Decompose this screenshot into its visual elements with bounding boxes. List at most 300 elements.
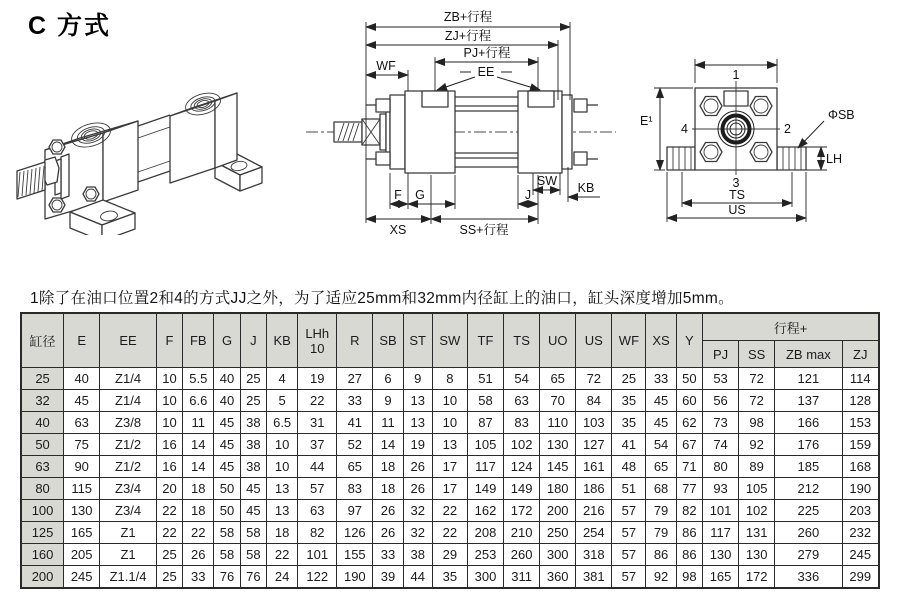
dimension-cell: 83 bbox=[337, 478, 373, 500]
dimension-cell: 38 bbox=[240, 456, 266, 478]
dimension-cell: 40 bbox=[214, 368, 240, 390]
table-row bbox=[21, 368, 879, 390]
dimension-cell: 75 bbox=[64, 434, 100, 456]
column-header-stroke-group: 行程+ bbox=[703, 313, 880, 341]
dimension-cell: 40 bbox=[214, 390, 240, 412]
dimension-cell: Z3/4 bbox=[100, 478, 157, 500]
dimension-cell: 245 bbox=[842, 544, 879, 566]
dimension-cell: 50 bbox=[676, 368, 702, 390]
table-row bbox=[21, 544, 879, 566]
row-header-bore: 80 bbox=[21, 478, 64, 500]
dimension-cell: 37 bbox=[298, 434, 337, 456]
dimension-cell: 25 bbox=[156, 566, 182, 589]
dimension-cell: Z1 bbox=[100, 522, 157, 544]
dimension-cell: 166 bbox=[775, 412, 842, 434]
dimension-cell: 17 bbox=[432, 478, 467, 500]
dimension-cell: 45 bbox=[214, 412, 240, 434]
dimension-cell: 72 bbox=[739, 390, 775, 412]
dimension-cell: 149 bbox=[504, 478, 540, 500]
dimension-cell: 45 bbox=[214, 456, 240, 478]
dimension-cell: 41 bbox=[612, 434, 646, 456]
dimension-cell: 31 bbox=[298, 412, 337, 434]
dimension-cell: 5 bbox=[267, 390, 298, 412]
column-header: XS bbox=[646, 313, 676, 368]
page-title: C 方式 bbox=[28, 12, 112, 40]
dimension-cell: 51 bbox=[467, 368, 503, 390]
table-row bbox=[21, 412, 879, 434]
dimension-cell: 172 bbox=[504, 500, 540, 522]
column-header: SW bbox=[432, 313, 467, 368]
dimension-cell: 35 bbox=[612, 390, 646, 412]
dimension-cell: 26 bbox=[373, 500, 403, 522]
dim-label-us: US bbox=[728, 203, 746, 217]
dimension-cell: 27 bbox=[337, 368, 373, 390]
dimension-cell: 76 bbox=[240, 566, 266, 589]
dimension-cell: 381 bbox=[576, 566, 612, 589]
dimension-cell: 79 bbox=[646, 500, 676, 522]
dimension-cell: 254 bbox=[576, 522, 612, 544]
dimension-cell: 74 bbox=[703, 434, 739, 456]
dimension-cell: 53 bbox=[703, 368, 739, 390]
dimension-cell: 77 bbox=[676, 478, 702, 500]
dimension-cell: 131 bbox=[739, 522, 775, 544]
column-header: Y bbox=[676, 313, 702, 368]
dimension-cell: 6.6 bbox=[183, 390, 214, 412]
dimension-cell: 72 bbox=[576, 368, 612, 390]
dimension-table bbox=[20, 312, 880, 589]
row-header-bore: 50 bbox=[21, 434, 64, 456]
row-header-bore: 25 bbox=[21, 368, 64, 390]
dimension-cell: 13 bbox=[267, 478, 298, 500]
dimension-cell: 161 bbox=[576, 456, 612, 478]
dimension-cell: 40 bbox=[64, 368, 100, 390]
column-header: KB bbox=[267, 313, 298, 368]
dimension-cell: Z1/2 bbox=[100, 434, 157, 456]
dimension-cell: 44 bbox=[403, 566, 432, 589]
dimension-cell: 98 bbox=[676, 566, 702, 589]
dimension-cell: 18 bbox=[183, 478, 214, 500]
dimension-cell: 45 bbox=[214, 434, 240, 456]
dimension-cell: 300 bbox=[467, 566, 503, 589]
dimension-cell: 90 bbox=[64, 456, 100, 478]
dimension-cell: 260 bbox=[775, 522, 842, 544]
dimension-cell: 19 bbox=[403, 434, 432, 456]
dimension-cell: 58 bbox=[214, 522, 240, 544]
dimension-table-header bbox=[21, 313, 879, 368]
row-header-bore: 100 bbox=[21, 500, 64, 522]
dimension-cell: 22 bbox=[298, 390, 337, 412]
column-header: LHh 10 bbox=[298, 313, 337, 368]
dimension-cell: 22 bbox=[432, 522, 467, 544]
dim-label-sb: ΦSB bbox=[828, 108, 855, 122]
dimension-cell: 80 bbox=[703, 456, 739, 478]
dimension-cell: 71 bbox=[676, 456, 702, 478]
dimension-cell: 57 bbox=[612, 500, 646, 522]
row-header-bore: 160 bbox=[21, 544, 64, 566]
dim-label-zj: ZJ+行程 bbox=[444, 29, 492, 43]
dimension-cell: Z3/4 bbox=[100, 500, 157, 522]
dimension-cell: 58 bbox=[240, 544, 266, 566]
dimension-cell: 50 bbox=[214, 478, 240, 500]
dimension-cell: 63 bbox=[504, 390, 540, 412]
dimension-cell: 22 bbox=[156, 500, 182, 522]
dimension-cell: 87 bbox=[467, 412, 503, 434]
dimension-cell: 102 bbox=[739, 500, 775, 522]
dimension-cell: 102 bbox=[504, 434, 540, 456]
dimension-cell: Z1/4 bbox=[100, 368, 157, 390]
dimension-cell: 103 bbox=[576, 412, 612, 434]
dimension-cell: 8 bbox=[432, 368, 467, 390]
dimension-cell: 13 bbox=[432, 434, 467, 456]
dimension-cell: 225 bbox=[775, 500, 842, 522]
dimension-cell: 190 bbox=[337, 566, 373, 589]
dimension-cell: 180 bbox=[540, 478, 576, 500]
column-header: F bbox=[156, 313, 182, 368]
dimension-cell: 26 bbox=[403, 478, 432, 500]
dimension-cell: 45 bbox=[646, 412, 676, 434]
dimension-cell: 18 bbox=[183, 500, 214, 522]
dimension-cell: 14 bbox=[373, 434, 403, 456]
dimension-cell: 26 bbox=[373, 522, 403, 544]
dimension-cell: 4 bbox=[267, 368, 298, 390]
dimension-cell: 250 bbox=[540, 522, 576, 544]
dimension-cell: 33 bbox=[646, 368, 676, 390]
dimension-cell: 105 bbox=[467, 434, 503, 456]
dimension-cell: 24 bbox=[267, 566, 298, 589]
dimension-cell: 63 bbox=[298, 500, 337, 522]
dimension-cell: Z3/8 bbox=[100, 412, 157, 434]
row-header-bore: 200 bbox=[21, 566, 64, 589]
dimension-cell: 45 bbox=[240, 478, 266, 500]
dim-label-g: G bbox=[415, 188, 425, 202]
dimension-cell: 79 bbox=[646, 522, 676, 544]
dimension-cell: 25 bbox=[156, 544, 182, 566]
dimension-cell: 65 bbox=[540, 368, 576, 390]
dimension-cell: 26 bbox=[183, 544, 214, 566]
dimension-cell: 13 bbox=[403, 390, 432, 412]
dimension-cell: 10 bbox=[432, 412, 467, 434]
dimension-cell: 162 bbox=[467, 500, 503, 522]
dimension-cell: 57 bbox=[298, 478, 337, 500]
dimension-cell: 22 bbox=[183, 522, 214, 544]
dimension-cell: 32 bbox=[403, 522, 432, 544]
column-subheader: ZB max bbox=[775, 341, 842, 368]
table-row bbox=[21, 478, 879, 500]
dimension-cell: 50 bbox=[214, 500, 240, 522]
dim-label-sw: SW bbox=[536, 174, 558, 188]
dim-label-zb: ZB+行程 bbox=[443, 10, 493, 24]
dimension-cell: 311 bbox=[504, 566, 540, 589]
row-header-bore: 32 bbox=[21, 390, 64, 412]
dimension-cell: 82 bbox=[298, 522, 337, 544]
dimension-cell: 92 bbox=[739, 434, 775, 456]
dimension-cell: 68 bbox=[646, 478, 676, 500]
dimension-cell: 165 bbox=[703, 566, 739, 589]
dimension-cell: 17 bbox=[432, 456, 467, 478]
dimension-cell: 19 bbox=[298, 368, 337, 390]
column-header: FB bbox=[183, 313, 214, 368]
dimension-cell: 45 bbox=[646, 390, 676, 412]
dimension-cell: 190 bbox=[842, 478, 879, 500]
dimension-cell: 185 bbox=[775, 456, 842, 478]
dimension-cell: 216 bbox=[576, 500, 612, 522]
dimension-cell: 65 bbox=[337, 456, 373, 478]
column-subheader: SS bbox=[739, 341, 775, 368]
dimension-cell: 105 bbox=[739, 478, 775, 500]
dimension-cell: 86 bbox=[676, 544, 702, 566]
dimension-cell: 33 bbox=[183, 566, 214, 589]
dimension-cell: 52 bbox=[337, 434, 373, 456]
column-header: WF bbox=[612, 313, 646, 368]
dimension-cell: 9 bbox=[373, 390, 403, 412]
dimension-cell: 13 bbox=[403, 412, 432, 434]
dimension-cell: 98 bbox=[739, 412, 775, 434]
dimension-cell: 60 bbox=[676, 390, 702, 412]
dimension-cell: 18 bbox=[373, 456, 403, 478]
dimension-cell: 299 bbox=[842, 566, 879, 589]
dimension-cell: 58 bbox=[467, 390, 503, 412]
dimension-cell: 6 bbox=[373, 368, 403, 390]
dimension-cell: 10 bbox=[267, 434, 298, 456]
dim-label-ee: EE bbox=[477, 65, 495, 79]
dimension-cell: 18 bbox=[373, 478, 403, 500]
dimension-cell: 35 bbox=[612, 412, 646, 434]
dimension-table-body bbox=[21, 368, 879, 589]
column-header: TS bbox=[504, 313, 540, 368]
column-subheader: PJ bbox=[703, 341, 739, 368]
dimension-cell: 232 bbox=[842, 522, 879, 544]
dimension-cell: 86 bbox=[646, 544, 676, 566]
dimension-cell: 127 bbox=[576, 434, 612, 456]
dimension-cell: 115 bbox=[64, 478, 100, 500]
dimension-cell: 110 bbox=[540, 412, 576, 434]
dimension-cell: 44 bbox=[298, 456, 337, 478]
dim-label-e: E¹ bbox=[640, 114, 653, 128]
row-header-bore: 63 bbox=[21, 456, 64, 478]
port-label-3: 3 bbox=[732, 176, 740, 190]
dimension-cell: 124 bbox=[504, 456, 540, 478]
dimension-cell: 210 bbox=[504, 522, 540, 544]
column-header: EE bbox=[100, 313, 157, 368]
dimension-cell: 130 bbox=[64, 500, 100, 522]
table-row bbox=[21, 500, 879, 522]
dimension-cell: 38 bbox=[240, 434, 266, 456]
dimension-cell: 101 bbox=[703, 500, 739, 522]
dimension-cell: 38 bbox=[403, 544, 432, 566]
dimension-cell: 260 bbox=[504, 544, 540, 566]
dimension-cell: 65 bbox=[646, 456, 676, 478]
dimension-cell: 318 bbox=[576, 544, 612, 566]
end-view-drawing bbox=[630, 45, 875, 245]
dimension-cell: 153 bbox=[842, 412, 879, 434]
isometric-cylinder-drawing bbox=[15, 50, 265, 235]
dimension-cell: 10 bbox=[432, 390, 467, 412]
dimension-cell: 159 bbox=[842, 434, 879, 456]
dimension-cell: 25 bbox=[612, 368, 646, 390]
row-header-bore: 40 bbox=[21, 412, 64, 434]
dimension-cell: 89 bbox=[739, 456, 775, 478]
dimension-cell: 33 bbox=[337, 390, 373, 412]
dimension-cell: 14 bbox=[183, 456, 214, 478]
dimension-cell: 253 bbox=[467, 544, 503, 566]
dim-label-j: J bbox=[524, 188, 532, 202]
dimension-cell: 18 bbox=[267, 522, 298, 544]
dimension-cell: 212 bbox=[775, 478, 842, 500]
port-label-2: 2 bbox=[784, 122, 791, 136]
dimension-cell: 149 bbox=[467, 478, 503, 500]
dimension-cell: 172 bbox=[739, 566, 775, 589]
column-header: 缸径 bbox=[21, 313, 64, 368]
table-row bbox=[21, 566, 879, 589]
dimension-cell: 32 bbox=[403, 500, 432, 522]
dimension-cell: 58 bbox=[240, 522, 266, 544]
dim-label-kb: KB bbox=[577, 181, 595, 195]
dimension-cell: 63 bbox=[64, 412, 100, 434]
dimension-cell: 56 bbox=[703, 390, 739, 412]
column-header: SB bbox=[373, 313, 403, 368]
dimension-cell: 62 bbox=[676, 412, 702, 434]
dimension-cell: 22 bbox=[267, 544, 298, 566]
dimension-cell: 57 bbox=[612, 566, 646, 589]
dimension-cell: 73 bbox=[703, 412, 739, 434]
dimension-cell: 208 bbox=[467, 522, 503, 544]
dimension-cell: 22 bbox=[156, 522, 182, 544]
side-section-drawing bbox=[300, 5, 620, 240]
dimension-cell: 128 bbox=[842, 390, 879, 412]
dimension-cell: 122 bbox=[298, 566, 337, 589]
table-row bbox=[21, 456, 879, 478]
dimension-cell: 13 bbox=[267, 500, 298, 522]
dimension-cell: 45 bbox=[240, 500, 266, 522]
dimension-cell: 16 bbox=[156, 456, 182, 478]
dim-label-wf: WF bbox=[376, 59, 396, 73]
row-header-bore: 125 bbox=[21, 522, 64, 544]
column-header: ST bbox=[403, 313, 432, 368]
column-header: R bbox=[337, 313, 373, 368]
dimension-cell: 137 bbox=[775, 390, 842, 412]
dim-label-xs: XS bbox=[389, 223, 407, 237]
table-row bbox=[21, 390, 879, 412]
dimension-cell: 57 bbox=[612, 522, 646, 544]
dimension-cell: 130 bbox=[540, 434, 576, 456]
table-row bbox=[21, 434, 879, 456]
dimension-cell: 84 bbox=[576, 390, 612, 412]
dimension-cell: 130 bbox=[739, 544, 775, 566]
dimension-cell: 126 bbox=[337, 522, 373, 544]
column-header: E bbox=[64, 313, 100, 368]
port-label-1: 1 bbox=[732, 68, 740, 82]
dimension-cell: 48 bbox=[612, 456, 646, 478]
dimension-cell: 33 bbox=[373, 544, 403, 566]
dim-label-ts: TS bbox=[729, 188, 745, 202]
port-label-4: 4 bbox=[681, 122, 688, 136]
dimension-cell: 67 bbox=[676, 434, 702, 456]
dimension-cell: 145 bbox=[540, 456, 576, 478]
dimension-cell: Z1 bbox=[100, 544, 157, 566]
dimension-cell: 117 bbox=[467, 456, 503, 478]
dimension-cell: 9 bbox=[403, 368, 432, 390]
dimension-cell: 72 bbox=[739, 368, 775, 390]
dimension-cell: 22 bbox=[432, 500, 467, 522]
dimension-cell: 360 bbox=[540, 566, 576, 589]
dimension-cell: 76 bbox=[214, 566, 240, 589]
dimension-cell: 11 bbox=[183, 412, 214, 434]
dimension-cell: 203 bbox=[842, 500, 879, 522]
dimension-cell: Z1.1/4 bbox=[100, 566, 157, 589]
dimension-cell: 6.5 bbox=[267, 412, 298, 434]
dimension-cell: 121 bbox=[775, 368, 842, 390]
table-row bbox=[21, 522, 879, 544]
dimension-cell: 205 bbox=[64, 544, 100, 566]
dimension-cell: Z1/2 bbox=[100, 456, 157, 478]
dimension-cell: 83 bbox=[504, 412, 540, 434]
dimension-cell: 26 bbox=[403, 456, 432, 478]
dimension-cell: 58 bbox=[214, 544, 240, 566]
column-subheader: ZJ bbox=[842, 341, 879, 368]
dimension-cell: 57 bbox=[612, 544, 646, 566]
dimension-cell: 51 bbox=[612, 478, 646, 500]
column-header: UO bbox=[540, 313, 576, 368]
dimension-cell: 155 bbox=[337, 544, 373, 566]
dimension-cell: 39 bbox=[373, 566, 403, 589]
footnote-text: 1除了在油口位置2和4的方式JJ之外，为了适应25mm和32mm内径缸上的油口，缸头深度增加5mm。 bbox=[30, 290, 734, 307]
dimension-cell: 10 bbox=[267, 456, 298, 478]
column-header: TF bbox=[467, 313, 503, 368]
dimension-cell: 245 bbox=[64, 566, 100, 589]
dimension-cell: 25 bbox=[240, 390, 266, 412]
dimension-cell: 97 bbox=[337, 500, 373, 522]
dimension-cell: 10 bbox=[156, 412, 182, 434]
dimension-cell: 54 bbox=[504, 368, 540, 390]
dim-label-ss: SS+行程 bbox=[459, 223, 509, 237]
dim-label-lh: LH bbox=[826, 152, 842, 166]
dimension-cell: 165 bbox=[64, 522, 100, 544]
dimension-cell: 300 bbox=[540, 544, 576, 566]
dimension-cell: 45 bbox=[64, 390, 100, 412]
dimension-cell: 35 bbox=[432, 566, 467, 589]
dimension-cell: 41 bbox=[337, 412, 373, 434]
dimension-cell: 200 bbox=[540, 500, 576, 522]
dimension-cell: 176 bbox=[775, 434, 842, 456]
dimension-cell: 82 bbox=[676, 500, 702, 522]
column-header: US bbox=[576, 313, 612, 368]
dimension-cell: 5.5 bbox=[183, 368, 214, 390]
dimension-cell: 93 bbox=[703, 478, 739, 500]
dimension-cell: 86 bbox=[676, 522, 702, 544]
dimension-cell: 29 bbox=[432, 544, 467, 566]
dimension-cell: 14 bbox=[183, 434, 214, 456]
dimension-cell: 25 bbox=[240, 368, 266, 390]
dimension-cell: 186 bbox=[576, 478, 612, 500]
dimension-cell: 336 bbox=[775, 566, 842, 589]
dimension-cell: Z1/4 bbox=[100, 390, 157, 412]
dimension-cell: 92 bbox=[646, 566, 676, 589]
dimension-cell: 168 bbox=[842, 456, 879, 478]
dimension-cell: 114 bbox=[842, 368, 879, 390]
dimension-cell: 101 bbox=[298, 544, 337, 566]
dim-label-pj: PJ+行程 bbox=[463, 46, 511, 60]
column-header: G bbox=[214, 313, 240, 368]
dimension-cell: 10 bbox=[156, 390, 182, 412]
dimension-cell: 54 bbox=[646, 434, 676, 456]
dimension-cell: 10 bbox=[156, 368, 182, 390]
column-header: J bbox=[240, 313, 266, 368]
dimension-cell: 130 bbox=[703, 544, 739, 566]
dimension-cell: 20 bbox=[156, 478, 182, 500]
dimension-cell: 279 bbox=[775, 544, 842, 566]
dimension-cell: 16 bbox=[156, 434, 182, 456]
dimension-cell: 38 bbox=[240, 412, 266, 434]
